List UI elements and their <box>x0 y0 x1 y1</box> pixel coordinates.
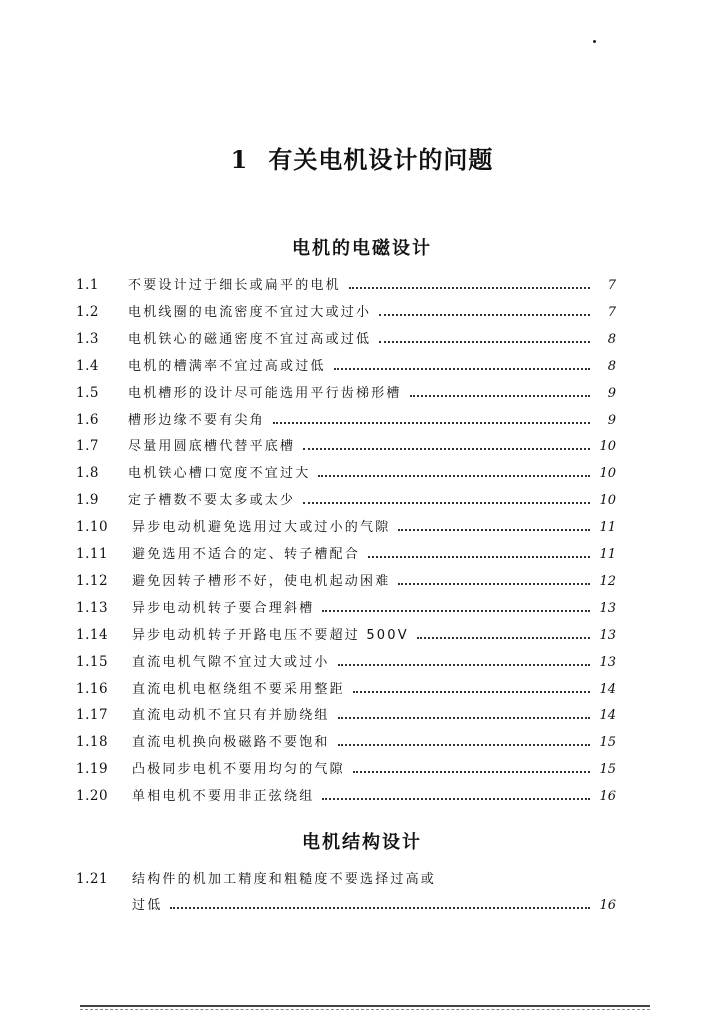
entry-number: 1.3 <box>76 330 99 347</box>
dot-leader <box>353 771 590 773</box>
entry-page: 16 <box>599 898 616 913</box>
entry-number: 1.18 <box>76 734 109 751</box>
entry-title: 电机铁心的磁通密度不宜过高或过低 <box>128 331 372 347</box>
dot-leader <box>303 448 590 450</box>
entry-page: 10 <box>599 439 616 455</box>
toc-entry[interactable] <box>76 301 616 327</box>
toc-entry[interactable] <box>76 868 616 920</box>
entry-number: 1.11 <box>76 546 109 562</box>
entry-page: 9 <box>607 412 616 428</box>
bottom-rule <box>80 1005 650 1007</box>
dot-leader <box>273 422 590 424</box>
entry-page: 7 <box>607 304 616 320</box>
section-heading-electromagnetic: 电机的电磁设计 <box>292 238 432 259</box>
entry-number: 1.12 <box>76 572 109 589</box>
entry-title: 直流电动机不宜只有并励绕组 <box>132 708 330 724</box>
entry-page: 9 <box>607 385 616 401</box>
toc-entry[interactable] <box>76 597 616 623</box>
chapter-title <box>0 140 724 175</box>
entry-number: 1.4 <box>76 357 99 374</box>
toc-entry[interactable] <box>76 409 616 435</box>
entry-number: 1.19 <box>76 761 109 778</box>
entry-page: 10 <box>599 466 616 482</box>
dot-leader <box>303 502 590 504</box>
entry-title: 结构件的机加工精度和粗糙度不要选择过高或 <box>132 872 437 887</box>
entry-page: 13 <box>599 654 616 670</box>
toc-entry[interactable] <box>76 355 616 381</box>
entry-title: 定子槽数不要太多或太少 <box>128 493 296 509</box>
scan-speck <box>593 40 596 43</box>
chapter-number: 1 <box>230 145 249 174</box>
entry-title: 直流电机换向极磁路不要饱和 <box>132 735 330 751</box>
entry-title: 避免因转子槽形不好，使电机起动困难 <box>132 573 391 589</box>
dot-leader <box>322 798 590 800</box>
toc-entry[interactable] <box>76 328 616 354</box>
entry-page: 10 <box>599 493 616 509</box>
toc-entry[interactable] <box>76 624 616 650</box>
dot-leader <box>170 907 590 909</box>
entry-number: 1.15 <box>76 653 109 670</box>
entry-title-continued: 过低 <box>132 898 163 913</box>
entry-number: 1.7 <box>76 438 99 455</box>
entry-number: 1.10 <box>76 519 109 536</box>
entry-title: 电机铁心槽口宽度不宜过大 <box>128 466 311 482</box>
entry-page: 11 <box>599 520 616 536</box>
dot-leader <box>334 368 590 370</box>
toc-entry[interactable] <box>76 651 616 677</box>
entry-number: 1.5 <box>76 384 99 401</box>
entry-title: 避免选用不适合的定、转子槽配合 <box>132 547 361 562</box>
entry-page: 13 <box>599 627 616 643</box>
dot-leader <box>398 529 590 531</box>
dot-leader <box>398 583 590 585</box>
entry-title: 电机的槽满率不宜过高或过低 <box>128 358 326 374</box>
entry-title: 异步电动机转子要合理斜槽 <box>132 600 315 616</box>
entry-page: 15 <box>599 762 616 778</box>
entry-number: 1.20 <box>76 788 109 805</box>
entry-page: 14 <box>599 708 616 724</box>
entry-page: 16 <box>599 789 616 805</box>
entry-page: 11 <box>599 547 616 562</box>
dot-leader <box>338 664 590 666</box>
dot-leader <box>338 717 590 719</box>
entry-number: 1.6 <box>76 411 99 428</box>
entry-number: 1.14 <box>76 626 109 643</box>
toc-entry[interactable] <box>76 382 616 408</box>
entry-title: 槽形边缘不要有尖角 <box>128 412 265 428</box>
entry-number: 1.9 <box>76 492 99 509</box>
entry-page: 13 <box>599 600 616 616</box>
toc-entry[interactable] <box>76 704 616 730</box>
entry-number: 1.17 <box>76 707 109 724</box>
entry-title: 异步电动机避免选用过大或过小的气隙 <box>132 520 391 536</box>
dot-leader <box>318 475 590 477</box>
dot-leader <box>322 610 590 612</box>
entry-title: 尽量用圆底槽代替平底槽 <box>128 439 296 455</box>
entry-title: 直流电机气隙不宜过大或过小 <box>132 654 330 670</box>
entry-number: 1.2 <box>76 303 99 320</box>
toc-entry[interactable] <box>76 516 616 542</box>
dot-leader <box>353 691 590 693</box>
dot-leader <box>368 556 590 558</box>
dot-leader <box>379 341 590 343</box>
entry-number: 1.1 <box>76 277 99 293</box>
entry-title: 电机线圈的电流密度不宜过大或过小 <box>128 304 372 320</box>
entry-title: 直流电机电枢绕组不要采用整距 <box>132 681 345 697</box>
dot-leader <box>417 637 590 639</box>
entry-title: 不要设计过于细长或扁平的电机 <box>128 278 341 293</box>
entry-number: 1.21 <box>76 871 109 887</box>
entry-title: 异步电动机转子开路电压不要超过 500V <box>132 627 409 643</box>
entry-page: 8 <box>607 331 616 347</box>
entry-page: 8 <box>607 358 616 374</box>
dot-leader <box>349 287 590 289</box>
dot-leader <box>338 744 590 746</box>
toc-entry[interactable] <box>76 543 616 569</box>
entry-number: 1.8 <box>76 465 99 482</box>
toc-entry[interactable] <box>76 489 616 515</box>
entry-page: 14 <box>599 681 616 697</box>
entry-number: 1.13 <box>76 599 109 616</box>
toc-entry[interactable] <box>76 570 616 596</box>
toc-entry[interactable] <box>76 435 616 461</box>
toc-entry[interactable] <box>76 758 616 784</box>
entry-page: 15 <box>599 735 616 751</box>
toc-entry[interactable] <box>76 785 616 811</box>
entry-page: 7 <box>607 278 616 293</box>
entry-title: 单相电机不要用非正弦绕组 <box>132 789 315 805</box>
entry-number: 1.16 <box>76 680 109 697</box>
bottom-rule-shadow <box>80 1009 650 1010</box>
entry-title: 凸极同步电机不要用均匀的气隙 <box>132 762 345 778</box>
dot-leader <box>379 314 590 316</box>
dot-leader <box>410 395 590 397</box>
toc-entry[interactable] <box>76 731 616 757</box>
toc-entry[interactable] <box>76 274 616 300</box>
entry-title: 电机槽形的设计尽可能选用平行齿梯形槽 <box>128 385 402 401</box>
chapter-title-text: 有关电机设计的问题 <box>268 145 494 174</box>
toc-entry[interactable] <box>76 462 616 488</box>
section-heading-structural: 电机结构设计 <box>302 832 422 853</box>
toc-entry[interactable] <box>76 678 616 704</box>
entry-page: 12 <box>599 573 616 589</box>
